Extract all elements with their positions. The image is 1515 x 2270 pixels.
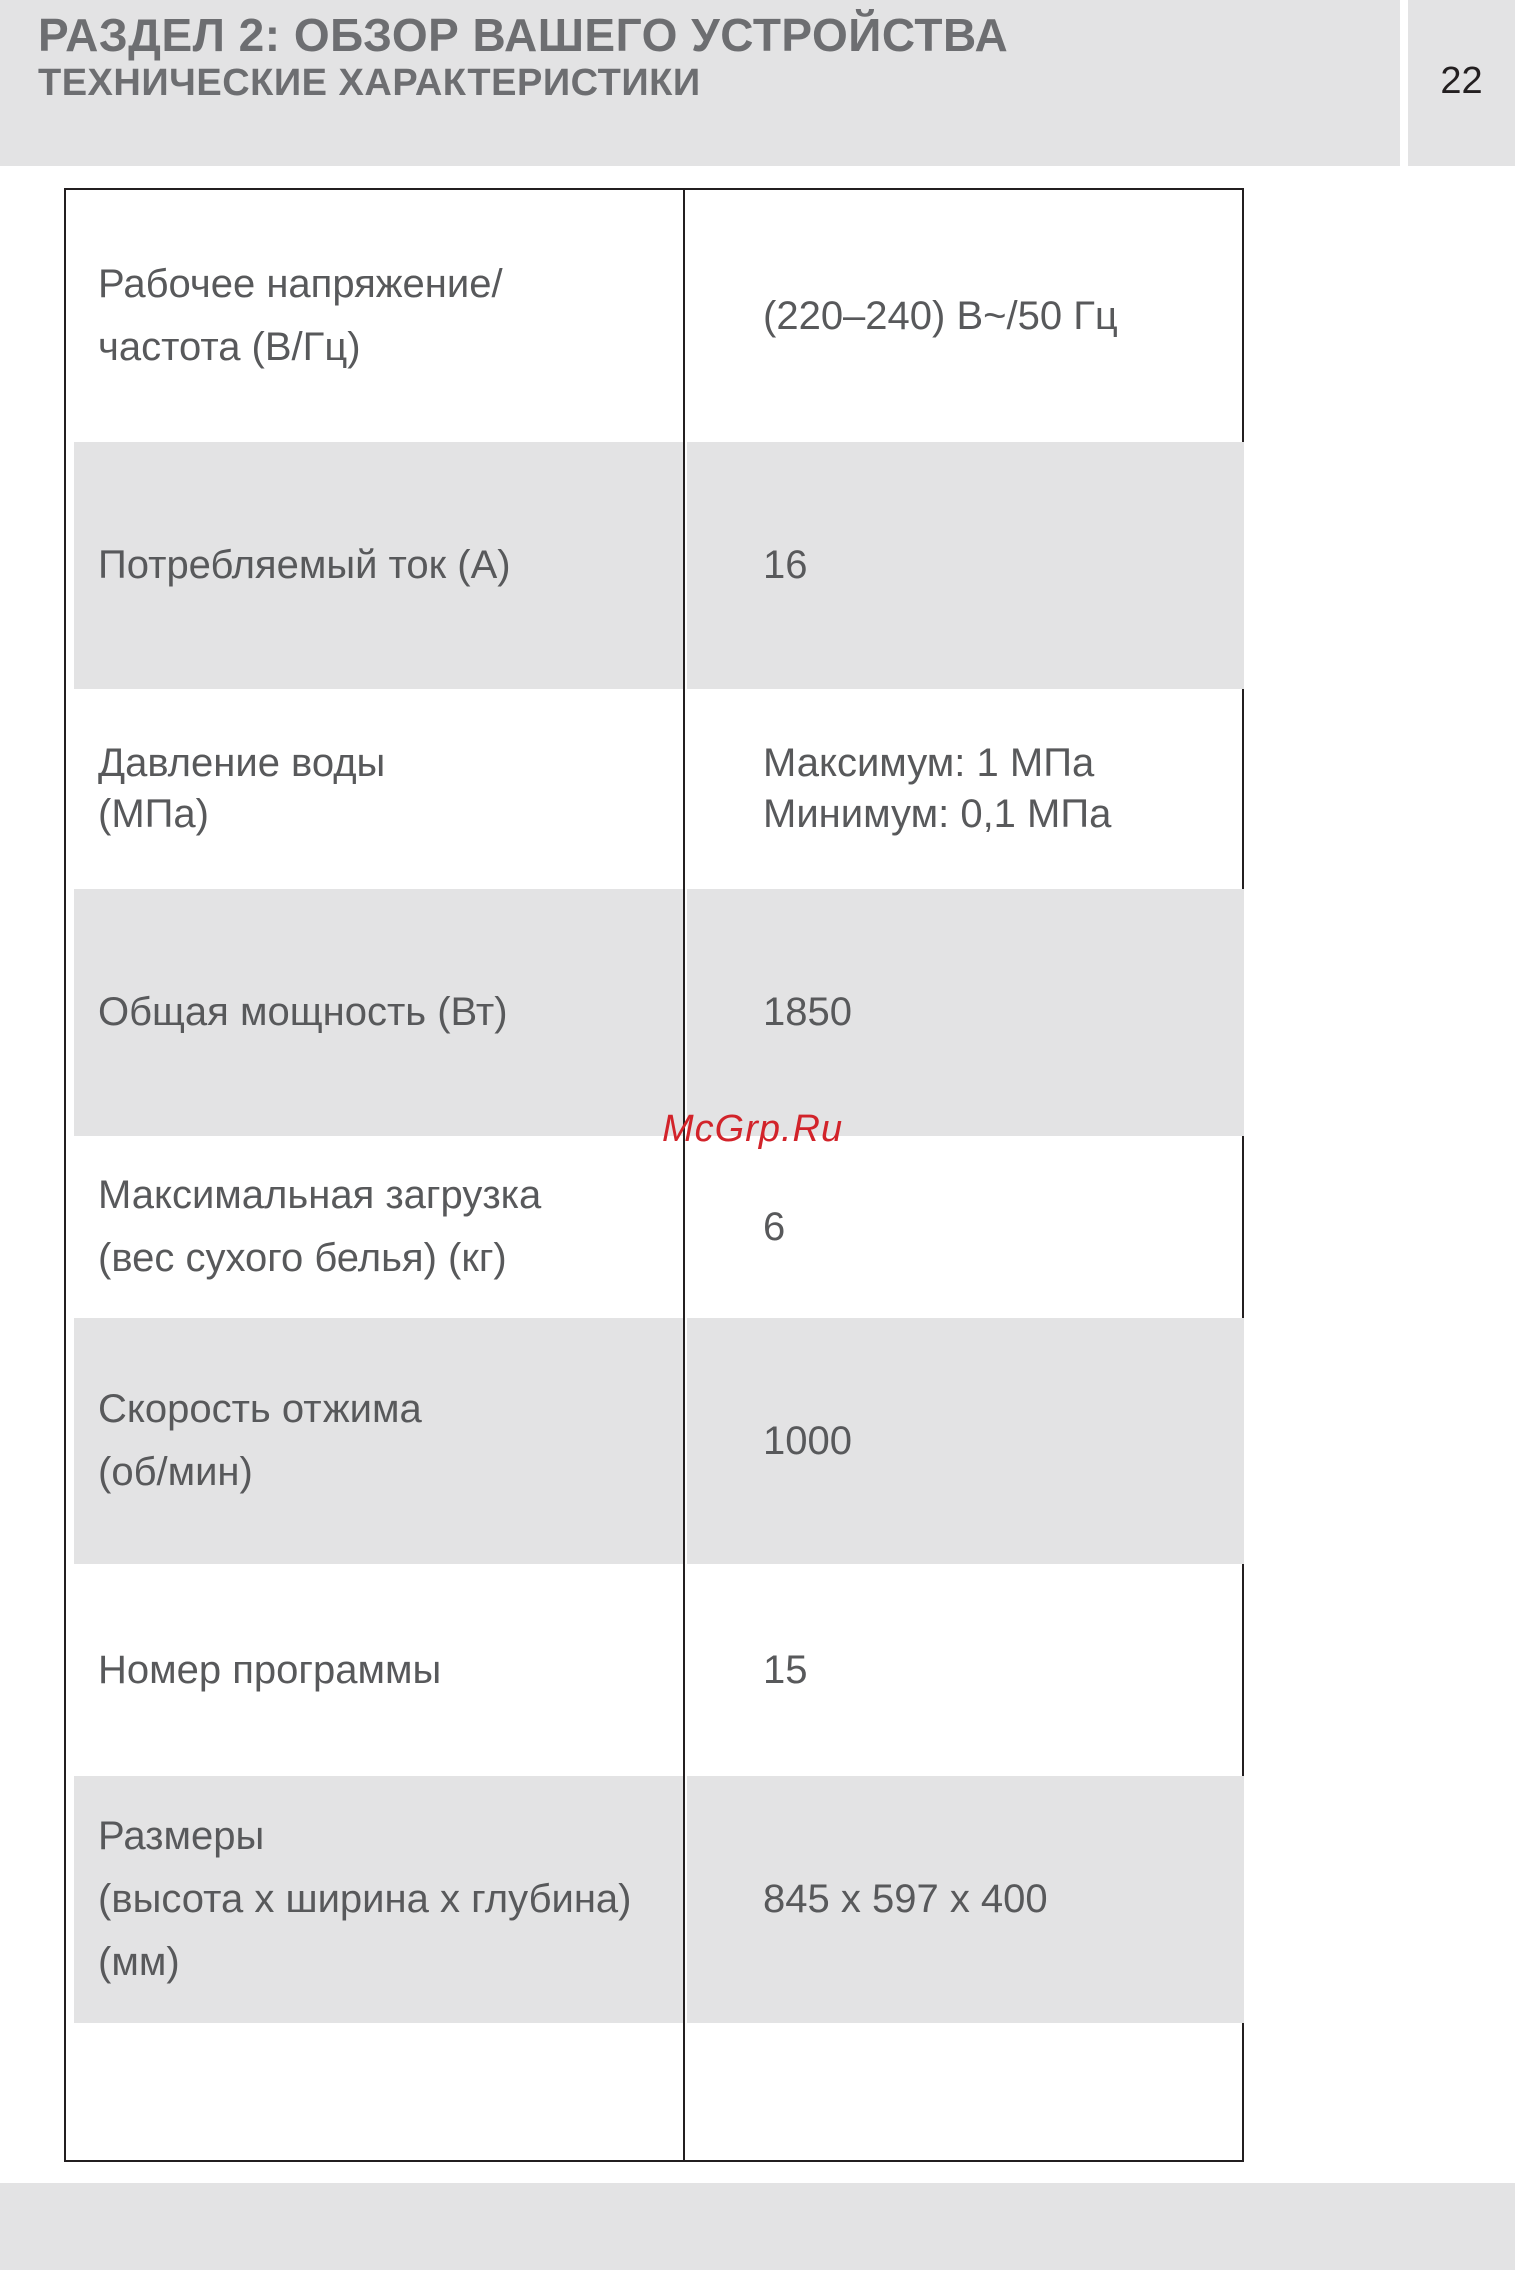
spec-label-line: Скорость отжима: [98, 1387, 422, 1431]
spec-label: [74, 1564, 683, 1776]
spec-value-line: 15: [763, 1647, 808, 1692]
spec-value-line: (220–240) В~/50 Гц: [763, 293, 1118, 338]
spec-label: [74, 442, 683, 689]
spec-label: [74, 1136, 683, 1318]
spec-label-line: (об/мин): [98, 1450, 253, 1494]
spec-label: [74, 689, 683, 889]
spec-label-line: Общая мощность (Вт): [98, 990, 508, 1034]
spec-value-line: 845 x 597 x 400: [763, 1877, 1048, 1921]
specifications-table: [64, 188, 1244, 2162]
spec-label: [74, 190, 683, 442]
spec-row-dimensions: [74, 1776, 1244, 2023]
spec-value-line: 16: [763, 543, 808, 587]
spec-row-current: [74, 442, 1244, 689]
section-subtitle: ТЕХНИЧЕСКИЕ ХАРАКТЕРИСТИКИ: [38, 62, 701, 104]
section-header: [0, 0, 1400, 166]
spec-label: [74, 889, 683, 1136]
spec-label-line: (МПа): [98, 792, 209, 836]
spec-value: [687, 1318, 1244, 1564]
spec-value: [687, 1776, 1244, 2023]
spec-label-line: (мм): [98, 1940, 180, 1984]
page-number-box: [1408, 0, 1515, 166]
spec-value-line: 1850: [763, 990, 852, 1034]
spec-label: [74, 1776, 683, 2023]
spec-value-line: Максимум: 1 МПа: [763, 741, 1095, 785]
spec-row-water-pressure: [74, 689, 1244, 889]
spec-value-line: Минимум: 0,1 МПа: [763, 792, 1112, 836]
page-number: 22: [1440, 60, 1483, 102]
spec-value: [687, 889, 1244, 1136]
spec-label-line: Размеры: [98, 1814, 265, 1858]
spec-label-line: частота (В/Гц): [98, 325, 361, 369]
spec-row-total-power: [74, 889, 1244, 1136]
spec-value-line: 6: [763, 1204, 786, 1249]
spec-label: [74, 1318, 683, 1564]
section-title: РАЗДЕЛ 2: ОБЗОР ВАШЕГО УСТРОЙСТВА: [38, 9, 1009, 61]
spec-label-line: (вес сухого белья) (кг): [98, 1236, 507, 1280]
spec-value: [687, 190, 1244, 442]
spec-value: [687, 689, 1244, 889]
spec-label-line: Рабочее напряжение/: [98, 262, 503, 306]
footer-bar: [0, 2183, 1515, 2270]
spec-row-program-number: [74, 1564, 1244, 1776]
spec-label-line: Максимальная загрузка: [98, 1173, 542, 1217]
spec-value-line: 1000: [763, 1418, 852, 1463]
spec-label-line: Потребляемый ток (А): [98, 543, 511, 587]
spec-row-spin-speed: [74, 1318, 1244, 1564]
spec-value: [687, 442, 1244, 689]
column-divider: [683, 190, 685, 2160]
spec-label-line: Номер программы: [98, 1647, 442, 1692]
spec-label-line: (высота х ширина х глубина): [98, 1877, 632, 1921]
spec-row-max-load: [74, 1136, 1244, 1318]
spec-label-line: Давление воды: [98, 741, 386, 785]
watermark: McGrp.Ru: [662, 1108, 844, 1150]
spec-value: [687, 1564, 1244, 1776]
spec-row-voltage: [74, 190, 1244, 442]
spec-value: [687, 1136, 1244, 1318]
